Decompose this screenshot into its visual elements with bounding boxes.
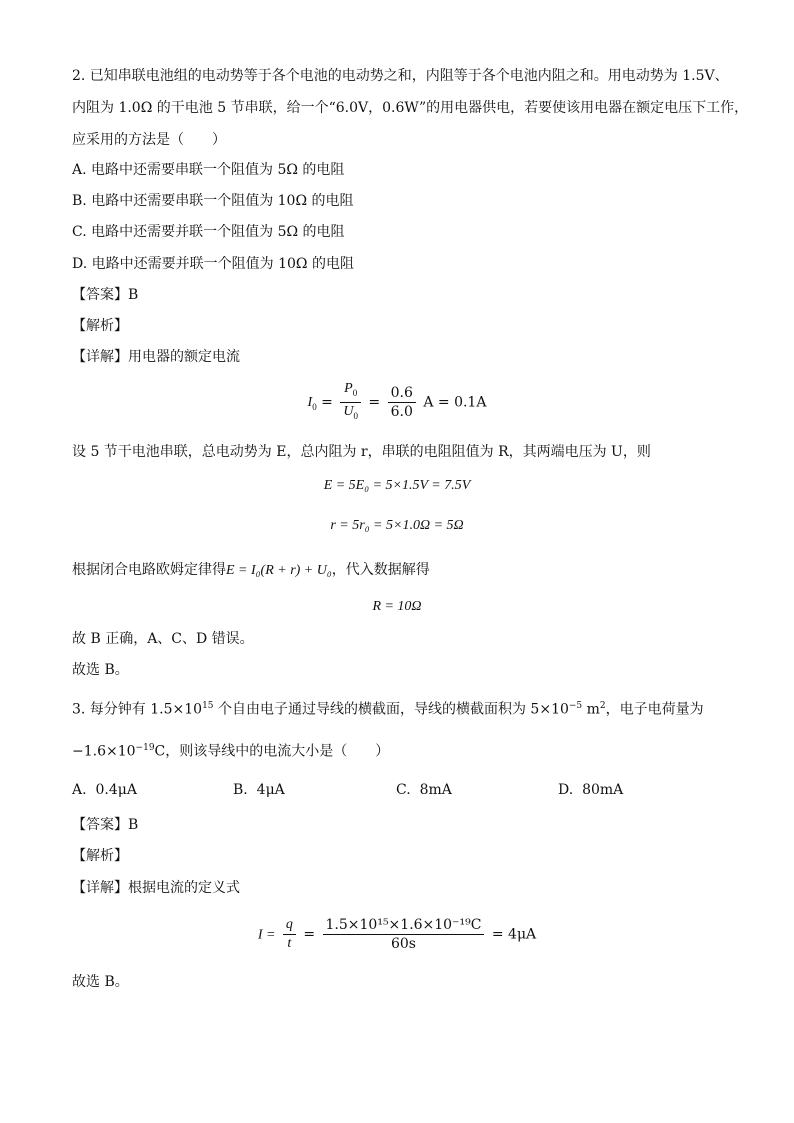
fraction-values: $\frac{0.6}{6.0}$ bbox=[388, 384, 416, 421]
q2-stem-line2: 内阻为 1.0Ω 的干电池 5 节串联，给一个“6.0V，0.6W”的用电器供电，若要使该用电器在额定电压下工作， bbox=[72, 100, 749, 116]
q2-conclusion: 故 B 正确，A、C、D 错误。 bbox=[72, 631, 254, 647]
q3-choose: 故选 B。 bbox=[72, 974, 129, 990]
q2-setup-text: 设 5 节干电池串联，总电动势为 E，总内阻为 r，串联的电阻阻值为 R，其两端电压为 U，则 bbox=[72, 444, 651, 460]
fraction-charge-over-time: $\frac{\text{1.5×10¹⁵×1.6×10⁻¹⁹C}}{60s}$ bbox=[323, 916, 485, 953]
q2-equation-emf: E = 5E₀ = 5×1.5V = 7.5V bbox=[323, 478, 471, 493]
q3-detail-label: 【详解】根据电流的定义式 bbox=[72, 880, 240, 896]
fraction-q-over-t: $\frac{q}{t}$ bbox=[283, 916, 296, 953]
q2-option-a: A. 电路中还需要串联一个阻值为 5Ω 的电阻 bbox=[72, 162, 345, 178]
q2-option-d: D. 电路中还需要并联一个阻值为 10Ω 的电阻 bbox=[72, 256, 354, 272]
q2-equation-r: R = 10Ω bbox=[372, 599, 422, 614]
q2-equation-resistance: r = 5r₀ = 5×1.0Ω = 5Ω bbox=[330, 518, 464, 533]
q3-equation-current: I = $\frac{q}{t}$ = $\frac{\text{1.5×10¹⁵×1.6×10⁻¹⁹C}}{60s}$ = 4μA bbox=[257, 917, 537, 952]
q3-stem-line2: $-1.6\times 10^{-19}C$，则该导线中的电流大小是（ ） bbox=[72, 743, 390, 760]
q3-option-b: B. 4μA bbox=[233, 782, 285, 798]
q2-ohm-law-line: 根据闭合电路欧姆定律得E = I₀(R + r) + U₀，代入数据解得 bbox=[72, 562, 430, 578]
q2-stem-line3: 应采用的方法是（ ） bbox=[72, 132, 226, 148]
q2-choose: 故选 B。 bbox=[72, 662, 129, 678]
q2-answer: 【答案】B bbox=[72, 287, 139, 303]
q3-analysis-label: 【解析】 bbox=[72, 848, 128, 864]
q2-stem-line1: 2. 已知串联电池组的电动势等于各个电池的电动势之和，内阻等于各个电池内阻之和。用电动势为 1.5V、 bbox=[72, 68, 729, 84]
q3-option-c: C. 8mA bbox=[396, 782, 452, 798]
q2-analysis-label: 【解析】 bbox=[72, 318, 128, 334]
q3-answer: 【答案】B bbox=[72, 817, 139, 833]
q2-option-c: C. 电路中还需要并联一个阻值为 5Ω 的电阻 bbox=[72, 224, 345, 240]
q2-detail-label: 【详解】用电器的额定电流 bbox=[72, 349, 240, 365]
q3-option-a: A. 0.4μA bbox=[72, 782, 137, 798]
q3-stem-line1: 3. 每分钟有 $1.5\times 10^{15}$ 个自由电子通过导线的横截面，导线的横截面积为 $5\times 10^{-5}$ $m^2$，电子电荷量为 bbox=[72, 701, 704, 718]
fraction-p-over-u: $\frac{P_0}{U_0}$ bbox=[340, 380, 361, 425]
q2-option-b: B. 电路中还需要串联一个阻值为 10Ω 的电阻 bbox=[72, 193, 354, 209]
q3-option-d: D. 80mA bbox=[558, 782, 624, 798]
q2-equation-current: $I_0$ = $\frac{P_0}{U_0}$ = $\frac{0.6}{6.0}$ A = 0.1A bbox=[0, 380, 794, 425]
